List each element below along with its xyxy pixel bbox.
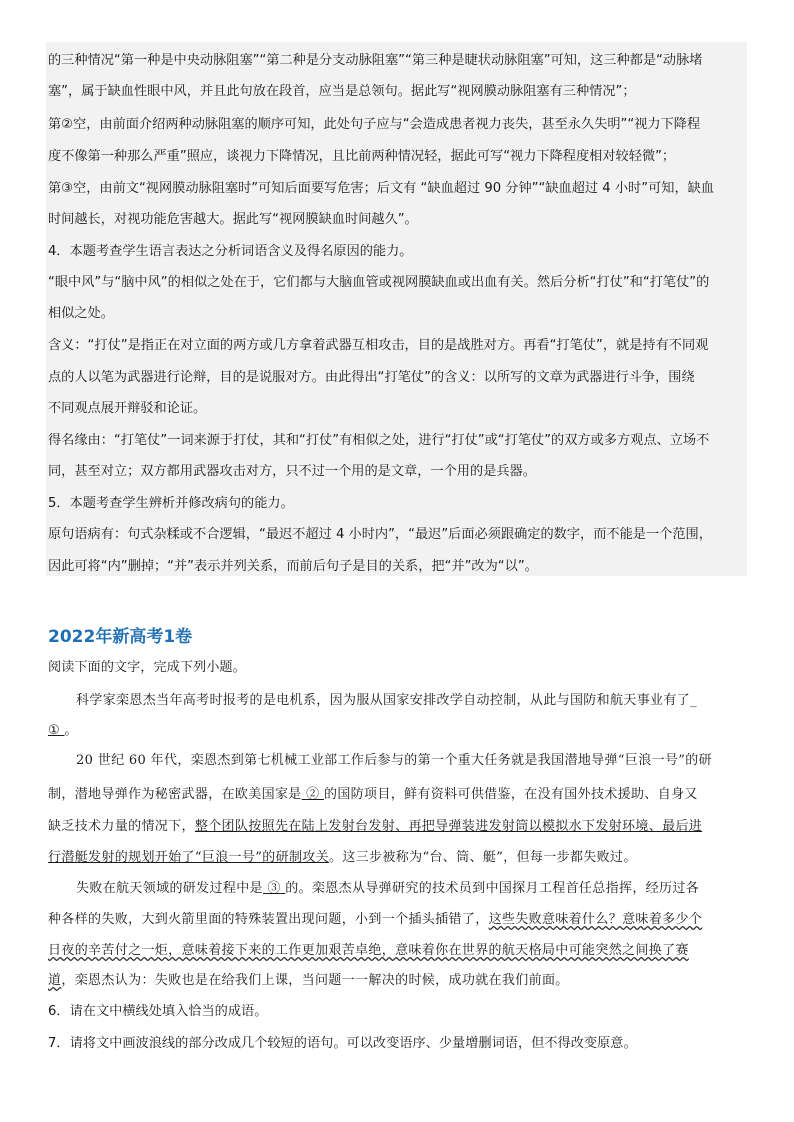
blank-3-label: ③ (267, 881, 281, 896)
passage-text: ，栾恩杰认为：失败也是在给我们上课，当问题一一解决的时候，成功就在我们前面。 (61, 973, 569, 988)
wavy-underlined-text: 道 (48, 973, 62, 988)
answer-line-4: 度不像第一种那么严重”照应，谈视力下降情况，且比前两种情况轻，据此可写“视力下降程度相对较轻微”； (48, 149, 676, 164)
passage-p2-line3 (48, 818, 702, 836)
answer-line-3: 第②空，由前面介绍两种动脉阻塞的顺序可知，此处句子应与“会造成患者视力丧失，甚至永久失明”“视力下降程 (48, 117, 701, 132)
passage-text: 的国防项目，鲜有资料可供借鉴，在没有国外技术援助、自身又 (323, 787, 698, 802)
answer-line-15: 5．本题考查学生辨析并修改病句的能力。 (48, 496, 294, 511)
passage-text: 失败在航天领域的研发过程中是 (76, 881, 263, 896)
blank-1: ① (48, 723, 61, 738)
passage-p3-line2 (48, 911, 702, 929)
passage-text: 制，潜地导弹作为秘密武器，在欧美国家是 (48, 787, 302, 802)
blank-underline: _ (690, 693, 697, 708)
passage-text: 的。栾恩杰从导弹研究的技术员到中国探月工程首任总指挥，经历过各 (285, 881, 700, 896)
passage-text: 种各样的失败，大到火箭里面的特殊装置出现问题，小到一个插头插错了， (48, 912, 489, 927)
passage-text: 。 (64, 723, 78, 738)
answer-line-13: 得名缘由：“打笔仗”一词来源于打仗，其和“打仗”有相似之处，进行“打仗”或“打笔仗”的双方或多方观点、立场不 (48, 433, 710, 448)
answer-line-16: 原句语病有：句式杂糅或不合逻辑，“最迟不超过 4 小时内”，“最迟”后面必须跟确定的数字，而不能是一个范围， (48, 527, 712, 542)
passage-p3-line1 (76, 880, 699, 898)
passage-text: 缺乏技术力量的情况下， (48, 819, 195, 834)
passage-p1-line1 (76, 692, 697, 710)
answer-line-9: 相似之处。 (48, 306, 114, 321)
answer-line-1: 的三种情况“第一种是中央动脉阻塞”“第二种是分支动脉阻塞”“第三种是睫状动脉阻塞”可知，这三种都是“动脉堵 (48, 53, 703, 68)
question-7: 7．请将文中画波浪线的部分改成几个较短的语句。可以改变语序、少量增删词语，但不得改变原意。 (48, 1036, 637, 1051)
answer-line-11: 点的人以笔为武器进行论辩，目的是说服对方。由此得出“打笔仗”的含义：以所写的文章为武器进行斗争，围绕 (48, 370, 695, 385)
section-title: 2022年新高考1卷 (48, 627, 193, 647)
answer-line-12: 不同观点展开辩驳和论证。 (48, 401, 207, 416)
passage-p3-line4 (48, 972, 569, 990)
passage-p2-line4 (48, 849, 637, 867)
answer-line-17: 因此可将“内”删掉；“并”表示并列关系，而前后句子是目的关系，把“并”改为“以”。 (48, 559, 538, 574)
answer-line-10: 含义：“打仗”是指正在对立面的两方或几方拿着武器互相攻击，目的是战胜对方。再看“打笔仗”，就是持有不同观 (48, 338, 709, 353)
answer-line-8: “眼中风”与“脑中风”的相似之处在于，它们都与大脑血管或视网膜缺血或出血有关。然后分析“打仗”和“打笔仗”的 (48, 275, 710, 290)
wavy-underlined-text: 日夜的辛苦付之一炬，意味着接下来的工作更加艰苦卓绝，意味着你在世界的航天格局中可能突然之间换了赛 (48, 943, 689, 958)
passage-text: 科学家栾恩杰当年高考时报考的是电机系，因为服从国家安排改学自动控制，从此与国防和航天事业有了 (76, 693, 691, 708)
reading-instruction: 阅读下面的文字，完成下列小题。 (48, 660, 246, 675)
underlined-text: 整个团队按照先在陆上发射台发射、再把导弹装进发射筒以模拟水下发射环境、最后进 (194, 819, 703, 834)
passage-p1-line2 (48, 722, 78, 740)
passage-p3-line3 (48, 942, 689, 960)
blank-2-label: ② (306, 787, 320, 802)
answer-line-2: 塞”，属于缺血性眼中风，并且此句放在段首，应当是总领句。据此写“视网膜动脉阻塞有三种情况”； (48, 84, 636, 99)
answer-line-5: 第③空，由前文“视网膜动脉阻塞时”可知后面要写危害；后文有 “缺血超过 90 分钟”“缺血超过 4 小时”可知，缺血 (48, 181, 715, 196)
passage-text: 。这三步被称为“台、筒、艇”，但每一步都失败过。 (329, 850, 637, 865)
question-6: 6．请在文中横线处填入恰当的成语。 (48, 1004, 268, 1019)
blank-2 (302, 787, 324, 802)
answer-line-6: 时间越长，对视功能危害越大。据此写“视网膜缺血时间越久”。 (48, 212, 418, 227)
answer-line-14: 同，甚至对立；双方都用武器攻击对方，只不过一个用的是文章，一个用的是兵器。 (48, 464, 536, 479)
underlined-text: 行潜艇发射的规划开始了“巨浪一号”的研制攻关 (48, 850, 329, 865)
wavy-underlined-text: 这些失败意味着什么？意味着多少个 (488, 912, 703, 927)
passage-p2-line2 (48, 786, 698, 804)
blank-3 (263, 881, 285, 896)
passage-p2-line1: 20 世纪 60 年代，栾恩杰到第七机械工业部工作后参与的第一个重大任务就是我国潜地导弹“巨浪一号”的研 (76, 753, 712, 768)
answer-line-7: 4．本题考查学生语言表达之分析词语含义及得名原因的能力。 (48, 244, 413, 259)
